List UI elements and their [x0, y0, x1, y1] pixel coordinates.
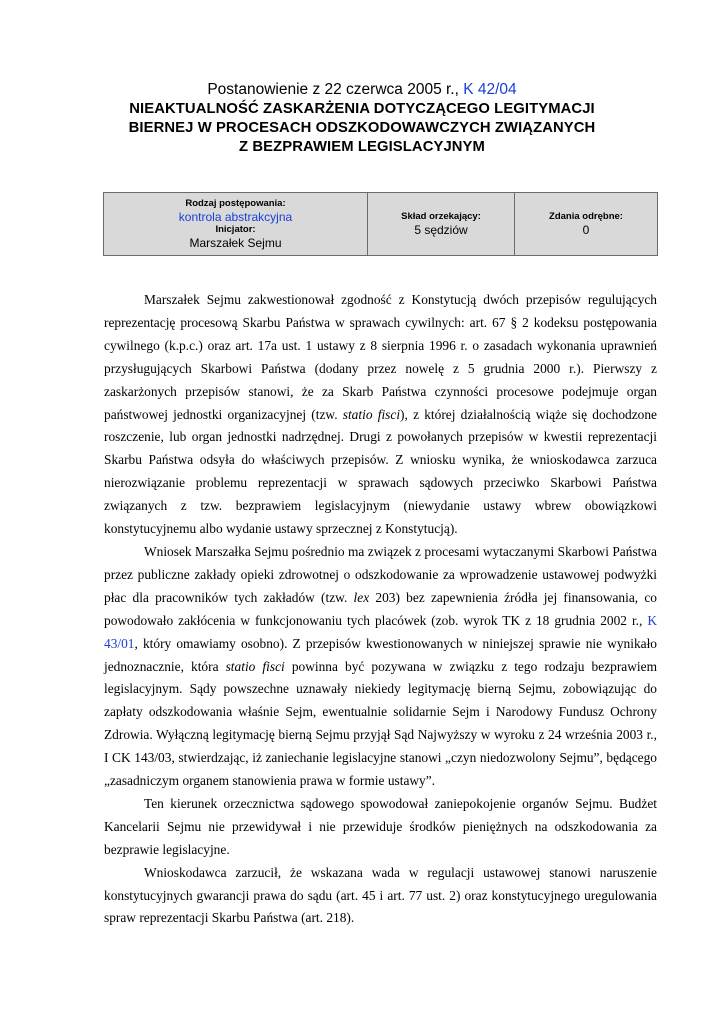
document-body — [104, 289, 657, 930]
page-title — [0, 100, 724, 157]
paragraph-2-text-a: Wniosek Marszałka Sejmu pośrednio ma związek z procesami wytaczanymi Skarbowi Państwa przez publiczne zakłady opieki zdrowotnej o odszkodowanie za wprowadzenie ustawowej podwyżki płac dla pracowników tych zakładów (tzw. — [104, 543, 657, 605]
title-line-2: BIERNEJ W PROCESACH ODSZKODOWAWCZYCH ZWIĄZANYCH — [128, 120, 596, 136]
paragraph-1-text-end: ), z której działalnością wiąże się dochodzone roszczenie, lub organ jednostki nadrzędnej. Drugi z powołanych przepisów w kwestii reprezentacji Skarbu Państwa odsyła do właściwych przepisów. Z wniosku wynika, że wnioskodawca zarzuca nierozwiązanie problemu reprezentacji w sprawach sądowych przeciwko Skarbowi Państwa związanych z tzw. bezprawiem legislacyjnym (niewydanie ustawy wbrew obowiązkowi konstytucyjnemu albo wydanie ustawy sprzecznej z Konstytucją). — [104, 406, 657, 537]
paragraph-3: Ten kierunek orzecznictwa sądowego spowodował zaniepokojenie organów Sejmu. Budżet Kancelarii Sejmu nie przewidywał i nie przewiduje środków pieniężnych na odszkodowania za bezprawie legislacyjne. — [104, 795, 657, 857]
paragraph-2-italic-lex: lex — [353, 589, 370, 605]
bench-value: 5 sędziów — [414, 223, 468, 237]
decision-date: Postanowienie z 22 czerwca 2005 r., — [207, 81, 464, 98]
paragraph-2-italic-statio: statio fisci — [225, 658, 285, 674]
initiator-value: Marszałek Sejmu — [189, 236, 282, 250]
dissent-cell — [515, 193, 657, 255]
proceeding-label: Rodzaj postępowania: — [185, 198, 286, 209]
paragraph-2-text-c: , który omawiamy osobno). Z przepisów kwestionowanych w niniejszej sprawie nie wynikało jednoznacznie, która — [104, 635, 657, 674]
title-line-3: Z BEZPRAWIEM LEGISLACYJNYM — [239, 139, 485, 155]
case-info-table — [103, 192, 658, 256]
paragraph-1 — [104, 289, 657, 541]
paragraph-2-text-b: 203) bez zapewnienia źródła jej finansowania, co powodowało zakłócenia w funkcjonowaniu tych placówek (zob. wyrok TK z 18 grudnia 2002 r., — [104, 589, 658, 628]
initiator-label: Inicjator: — [215, 224, 256, 235]
decision-line — [0, 80, 724, 100]
bench-label: Skład orzekający: — [401, 211, 481, 222]
bench-cell — [368, 193, 515, 255]
proceeding-type-link[interactable]: kontrola abstrakcyjna — [178, 210, 293, 224]
title-line-1: NIEAKTUALNOŚĆ ZASKARŻENIA DOTYCZĄCEGO LEGITYMACJI — [129, 101, 595, 117]
dissent-value: 0 — [582, 223, 590, 237]
paragraph-1-text: Marszałek Sejmu zakwestionował zgodność z Konstytucją dwóch przepisów regulujących reprezentację procesową Skarbu Państwa w sprawach cywilnych: art. 67 § 2 kodeksu postępowania cywilnego (k.p.c.) oraz art. 17a ust. 1 ustawy z 8 sierpnia 1996 r. o zasadach wykonania uprawnień przysługujących Skarbowi Państwa (dodany przez nowelę z 5 grudnia 2000 r.). Pierwszy z zaskarżonych przepisów stanowi, że za Skarb Państwa czynności procesowe podejmuje organ państwowej jednostki organizacyjnej (tzw. — [104, 292, 657, 422]
dissent-label: Zdania odrębne: — [549, 211, 623, 222]
paragraph-1-italic: statio fisci — [342, 406, 401, 422]
paragraph-4: Wnioskodawca zarzucił, że wskazana wada w regulacji ustawowej stanowi naruszenie konstytucyjnych gwarancji prawa do sądu (art. 45 i art. 77 ust. 2) oraz konstytucyjnego uregulowania spraw reprezentacji Skarbu Państwa (art. 218). — [104, 864, 657, 926]
paragraph-2 — [104, 541, 657, 793]
paragraph-2-text-d: powinna być pozywana w związku z tego rodzaju bezprawiem legislacyjnym. Sądy powszechne uznawały niekiedy legitymację bierną Sejmu, zobowiązując do zapłaty odszkodowania właśnie Sejm, ewentualnie solidarnie Sejm i Narodowy Fundusz Ochrony Zdrowia. Wyłączną legitymację bierną Sejmu przyjął Sąd Najwyższy w wyroku z 24 września 2003 r., I CK 143/03, stwierdzając, iż zaniechanie legislacyjne stanowi „czyn niedozwolony Sejmu”, będącego „zasadniczym organem stanowienia prawa w formie ustawy”. — [104, 658, 657, 789]
case-k-43-01-link[interactable]: K 43/01 — [104, 612, 657, 651]
case-reference-link[interactable]: K 42/04 — [463, 81, 517, 98]
proceeding-cell — [104, 193, 368, 255]
document-header — [0, 80, 724, 157]
